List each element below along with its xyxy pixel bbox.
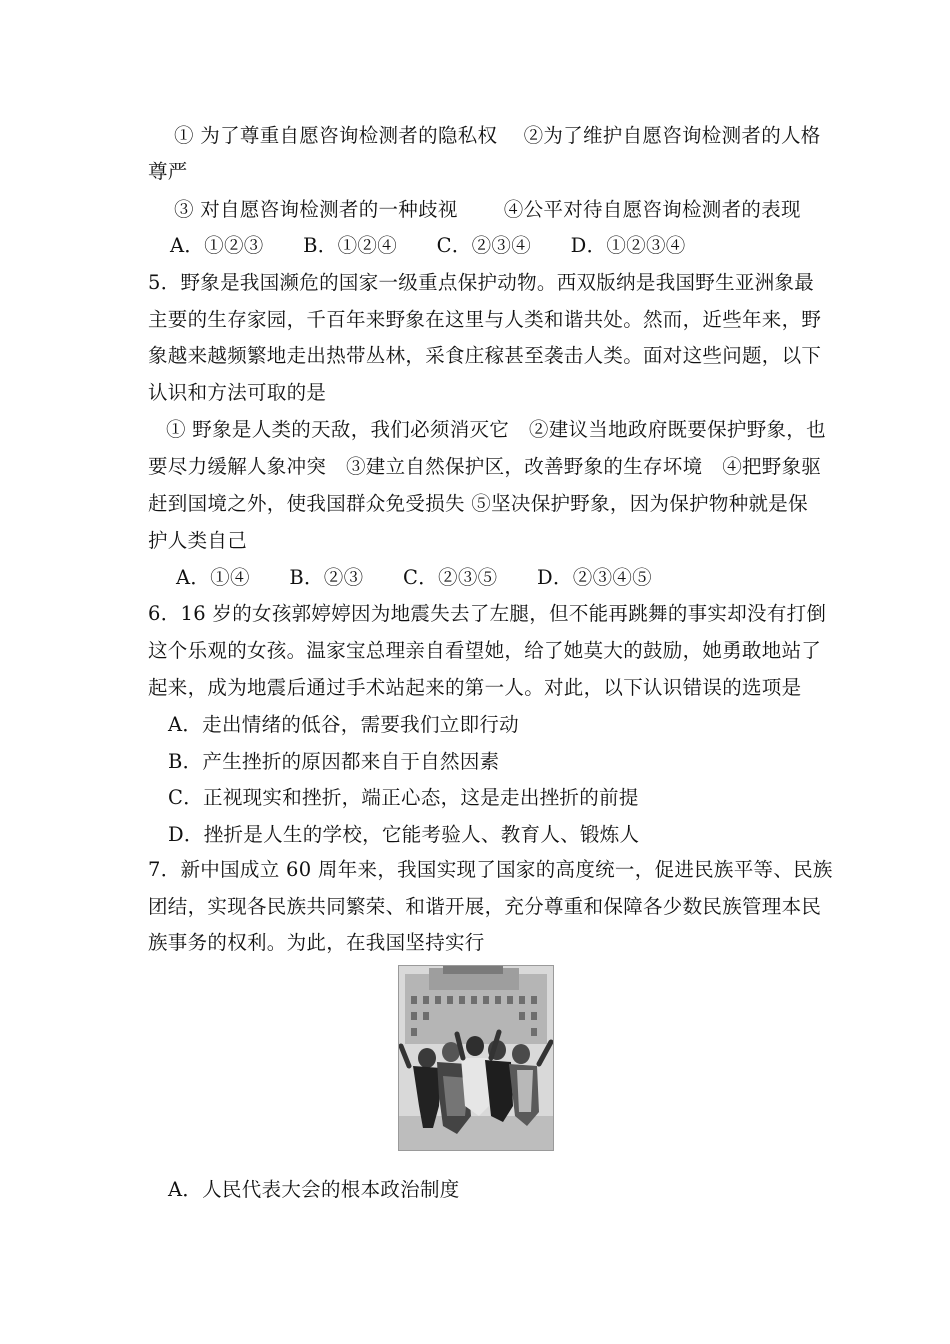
q7-stem-line-1: 7．新中国成立 60 周年来，我国实现了国家的高度统一，促进民族平等、民族 [148, 858, 833, 881]
q6-option-c: C．正视现实和挫折，端正心态，这是走出挫折的前提 [168, 786, 639, 809]
q5-stem-line-4: 认识和方法可取的是 [148, 381, 327, 404]
q5-option-line-1: ① 野象是人类的天敌，我们必须消灭它 ②建议当地政府既要保护野象，也 [166, 418, 826, 441]
q5-option-line-4: 护人类自己 [148, 529, 248, 552]
q6-stem-line-2: 这个乐观的女孩。温家宝总理亲自看望她，给了她莫大的鼓励，她勇敢地站了 [148, 639, 822, 662]
q4-option-line-1: ① 为了尊重自愿咨询检测者的隐私权 ②为了维护自愿咨询检测者的人格 [174, 124, 821, 147]
q4-option-line-2: 尊严 [148, 160, 188, 183]
q5-option-line-2: 要尽力缓解人象冲突 ③建立自然保护区，改善野象的生存坏境 ④把野象驱 [148, 455, 822, 478]
q6-option-a: A．走出情绪的低谷，需要我们立即行动 [168, 713, 519, 736]
q5-answer-choices: A．①④ B．②③ C．②③⑤ D．②③④⑤ [176, 566, 652, 589]
q4-option-line-3: ③ 对自愿咨询检测者的一种歧视 ④公平对待自愿咨询检测者的表现 [174, 198, 801, 221]
q4-answer-choices: A．①②③ B．①②④ C．②③④ D．①②③④ [170, 234, 686, 257]
photo-illustration [399, 966, 553, 1150]
q6-stem-line-3: 起来，成为地震后通过手术站起来的第一人。对此，以下认识错误的选项是 [148, 676, 802, 699]
q5-option-line-3: 赶到国境之外，使我国群众免受损失 ⑤坚决保护野象，因为保护物种就是保 [148, 492, 808, 515]
q7-stem-line-3: 族事务的权利。为此，在我国坚持实行 [148, 931, 485, 954]
q6-option-d: D．挫折是人生的学校，它能考验人、教育人、锻炼人 [168, 823, 640, 846]
q5-stem-line-3: 象越来越频繁地走出热带丛林，采食庄稼甚至袭击人类。面对这些问题，以下 [148, 344, 822, 367]
q7-photo-people-jumping [398, 965, 554, 1151]
q6-option-b: B．产生挫折的原因都来自于自然因素 [168, 750, 500, 773]
q5-stem-line-1: 5．野象是我国濒危的国家一级重点保护动物。西双版纳是我国野生亚洲象最 [148, 271, 815, 294]
q7-stem-line-2: 团结，实现各民族共同繁荣、和谐开展，充分尊重和保障各少数民族管理本民 [148, 895, 822, 918]
q5-stem-line-2: 主要的生存家园，千百年来野象在这里与人类和谐共处。然而，近些年来，野 [148, 308, 822, 331]
q6-stem-line-1: 6．16 岁的女孩郭婷婷因为地震失去了左腿，但不能再跳舞的事实却没有打倒 [148, 602, 827, 625]
q7-option-a: A．人民代表大会的根本政治制度 [168, 1178, 460, 1201]
